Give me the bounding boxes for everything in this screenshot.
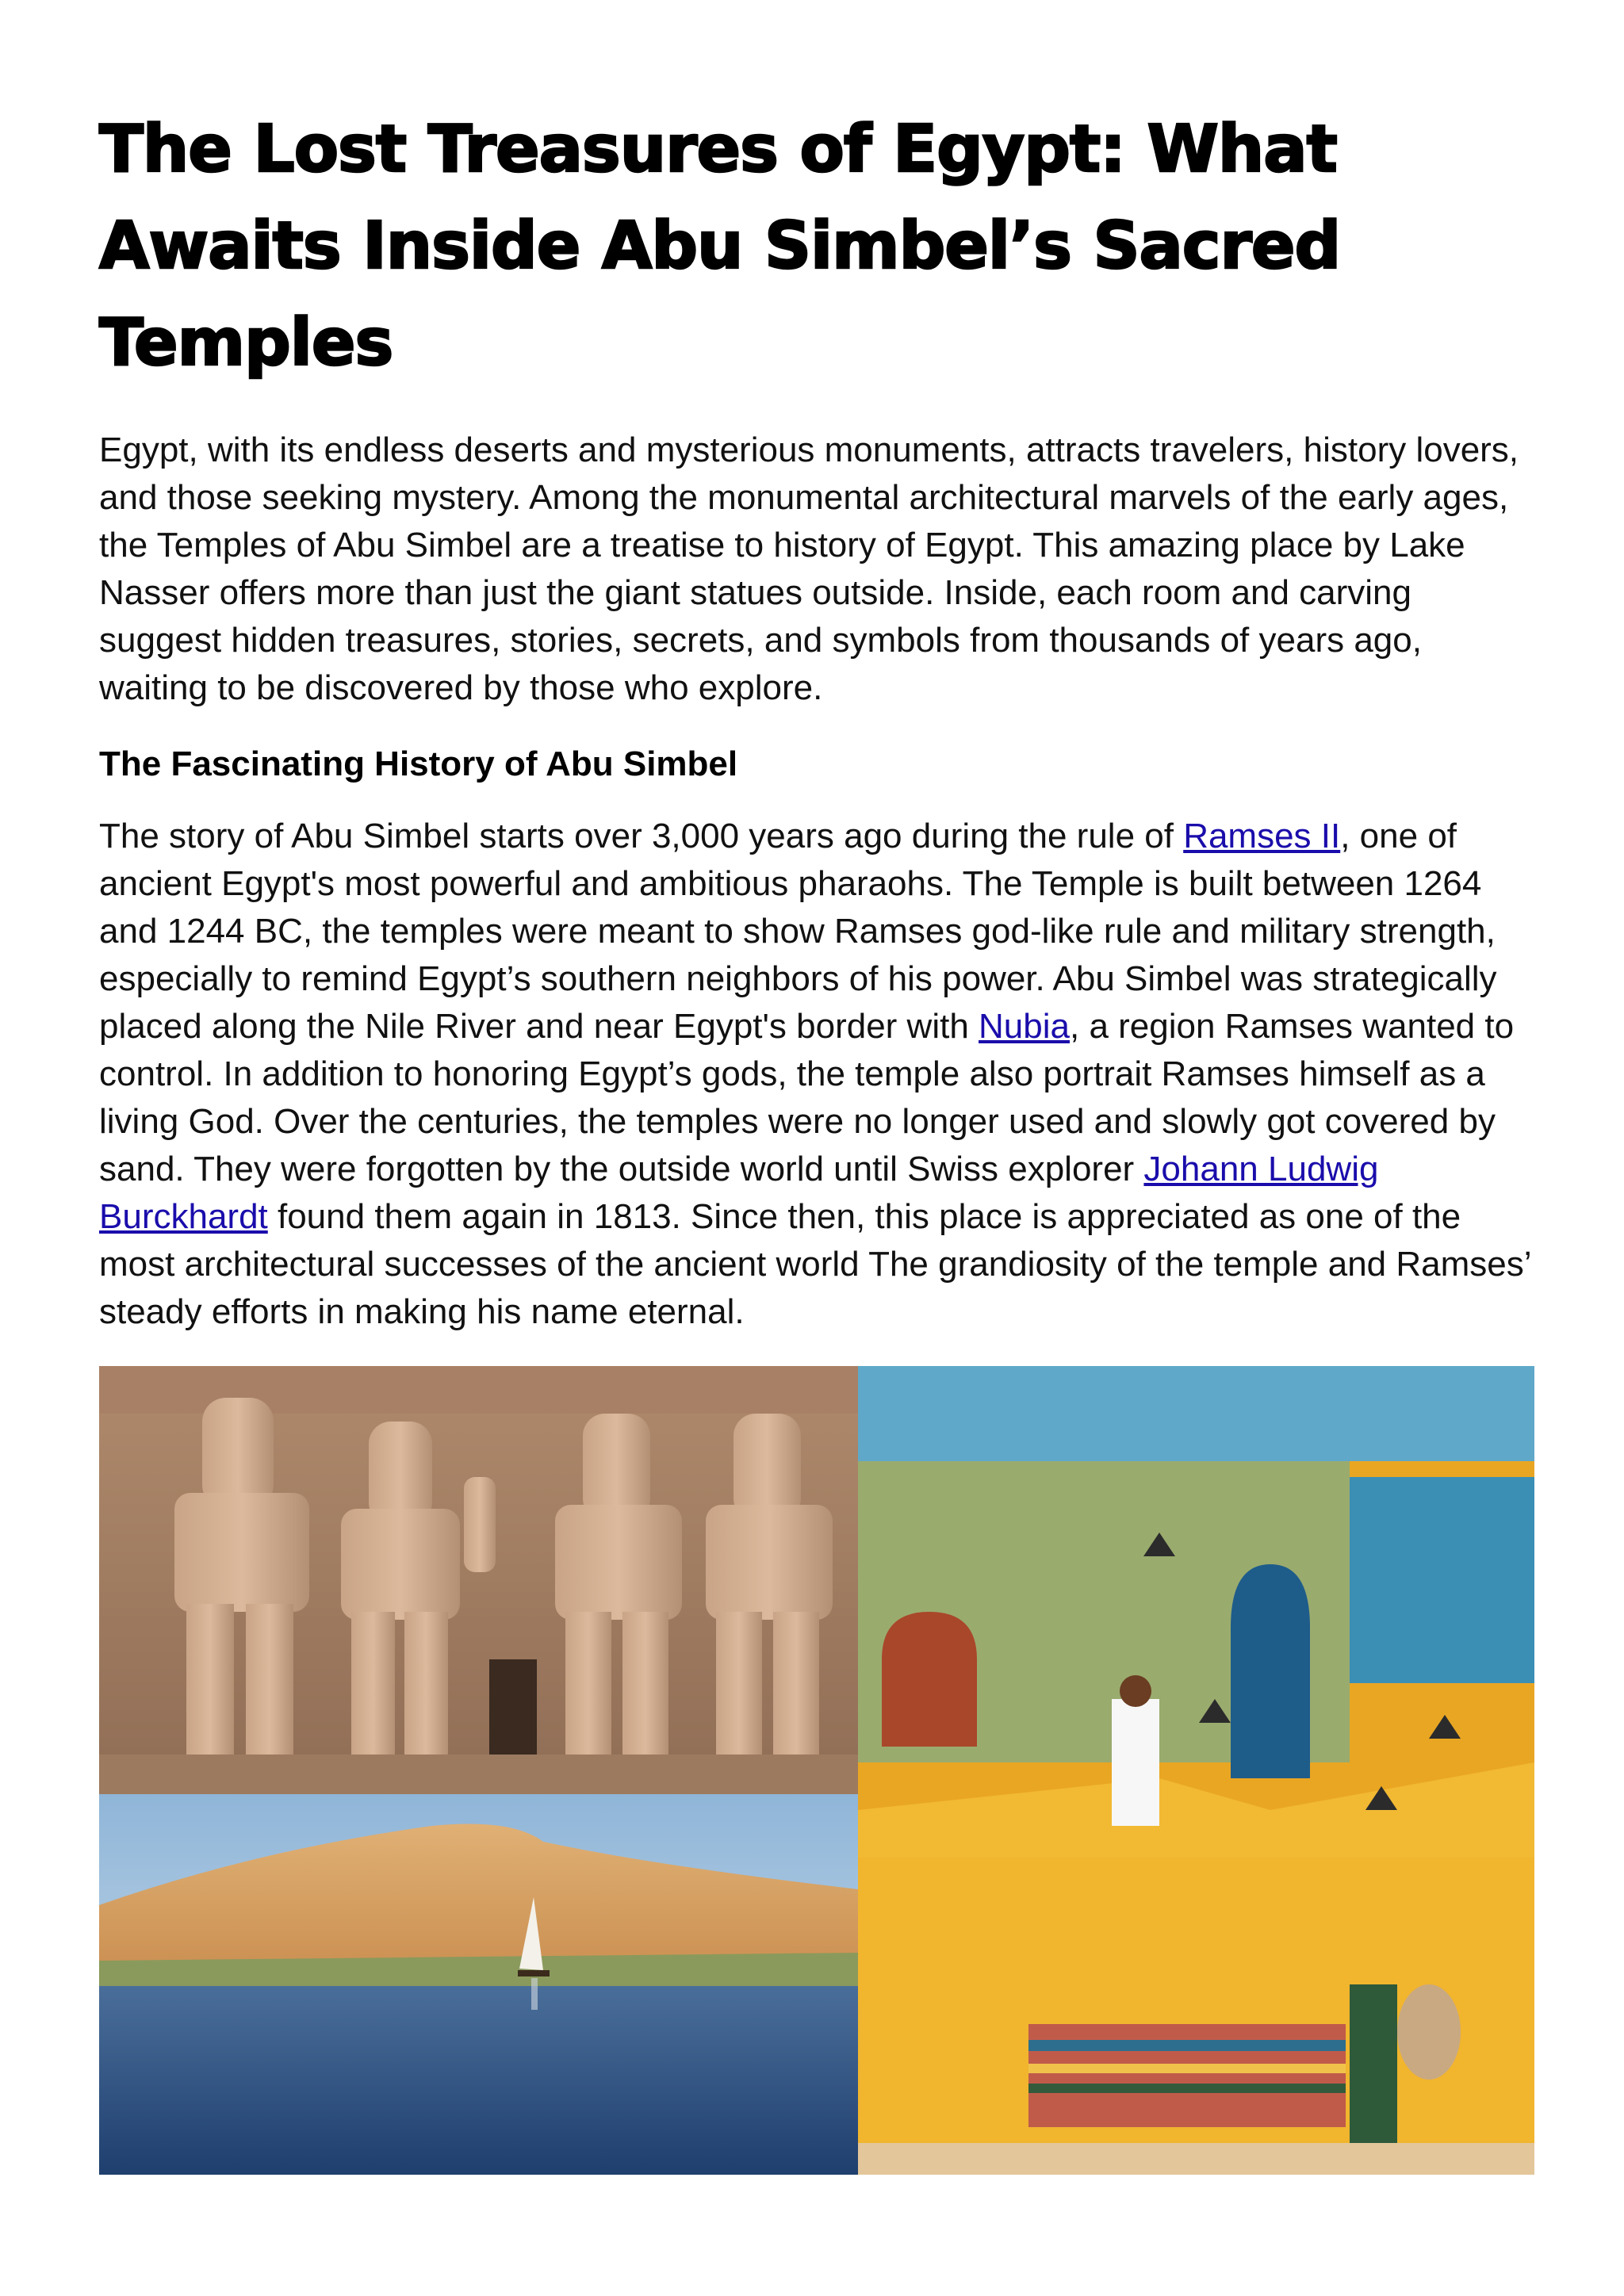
abu-simbel-colossi-image — [99, 1366, 858, 1794]
nubian-house-image — [858, 1366, 1534, 2175]
article-title: The Lost Treasures of Egypt: What Awaits Inside Abu Simbel’s Sacred Temples — [99, 112, 1341, 381]
photo-collage — [99, 1366, 1534, 2175]
history-text-3: , a region Ramses wanted to control. In addition to honoring Egypt’s gods, the temple also portrait Ramses himself as a living God. Over the centuries, the temples were no longer used and slowly got covered by sand. They were forgotten by the outside world until Swiss explorer — [99, 1007, 1515, 1188]
nubia-link[interactable]: Nubia — [979, 1007, 1070, 1046]
history-text-2: , one of ancient Egypt's most powerful and ambitious pharaohs. The Temple is built between 1264 and 1244 BC, the temples were meant to show Ramses god-like rule and military strength, especially to remind Egypt’s southern neighbors of his power. Abu Simbel was strategically placed along the Nile River and near Egypt's border with — [99, 817, 1497, 1046]
history-paragraph — [99, 813, 1534, 1336]
nile-felucca-photo — [99, 1794, 858, 2175]
nile-felucca-image — [99, 1794, 858, 2175]
history-text-1: The story of Abu Simbel starts over 3,000 years ago during the rule of — [99, 817, 1184, 855]
intro-paragraph: Egypt, with its endless deserts and mysterious monuments, attracts travelers, history lovers, and those seeking mystery. Among the monumental architectural marvels of the early ages, the Temples of Abu Simbel are a treatise to history of Egypt. This amazing place by Lake Nasser offers more than just the giant statues outside. Inside, each room and carving suggest hidden treasures, stories, secrets, and symbols from thousands of years ago, waiting to be discovered by those who explore. — [99, 430, 1519, 707]
section-heading: The Fascinating History of Abu Simbel — [99, 744, 738, 783]
ramses-ii-link[interactable]: Ramses II — [1183, 817, 1341, 855]
burckhardt-link[interactable]: Johann Ludwig Burckhardt — [99, 1150, 1379, 1236]
nubian-house-photo — [858, 1366, 1534, 2175]
abu-simbel-colossi-photo — [99, 1366, 858, 1794]
history-text-4: found them again in 1813. Since then, this place is appreciated as one of the most architectural successes of the ancient world The grandiosity of the temple and Ramses’ steady efforts in making his name eternal. — [99, 1197, 1530, 1331]
